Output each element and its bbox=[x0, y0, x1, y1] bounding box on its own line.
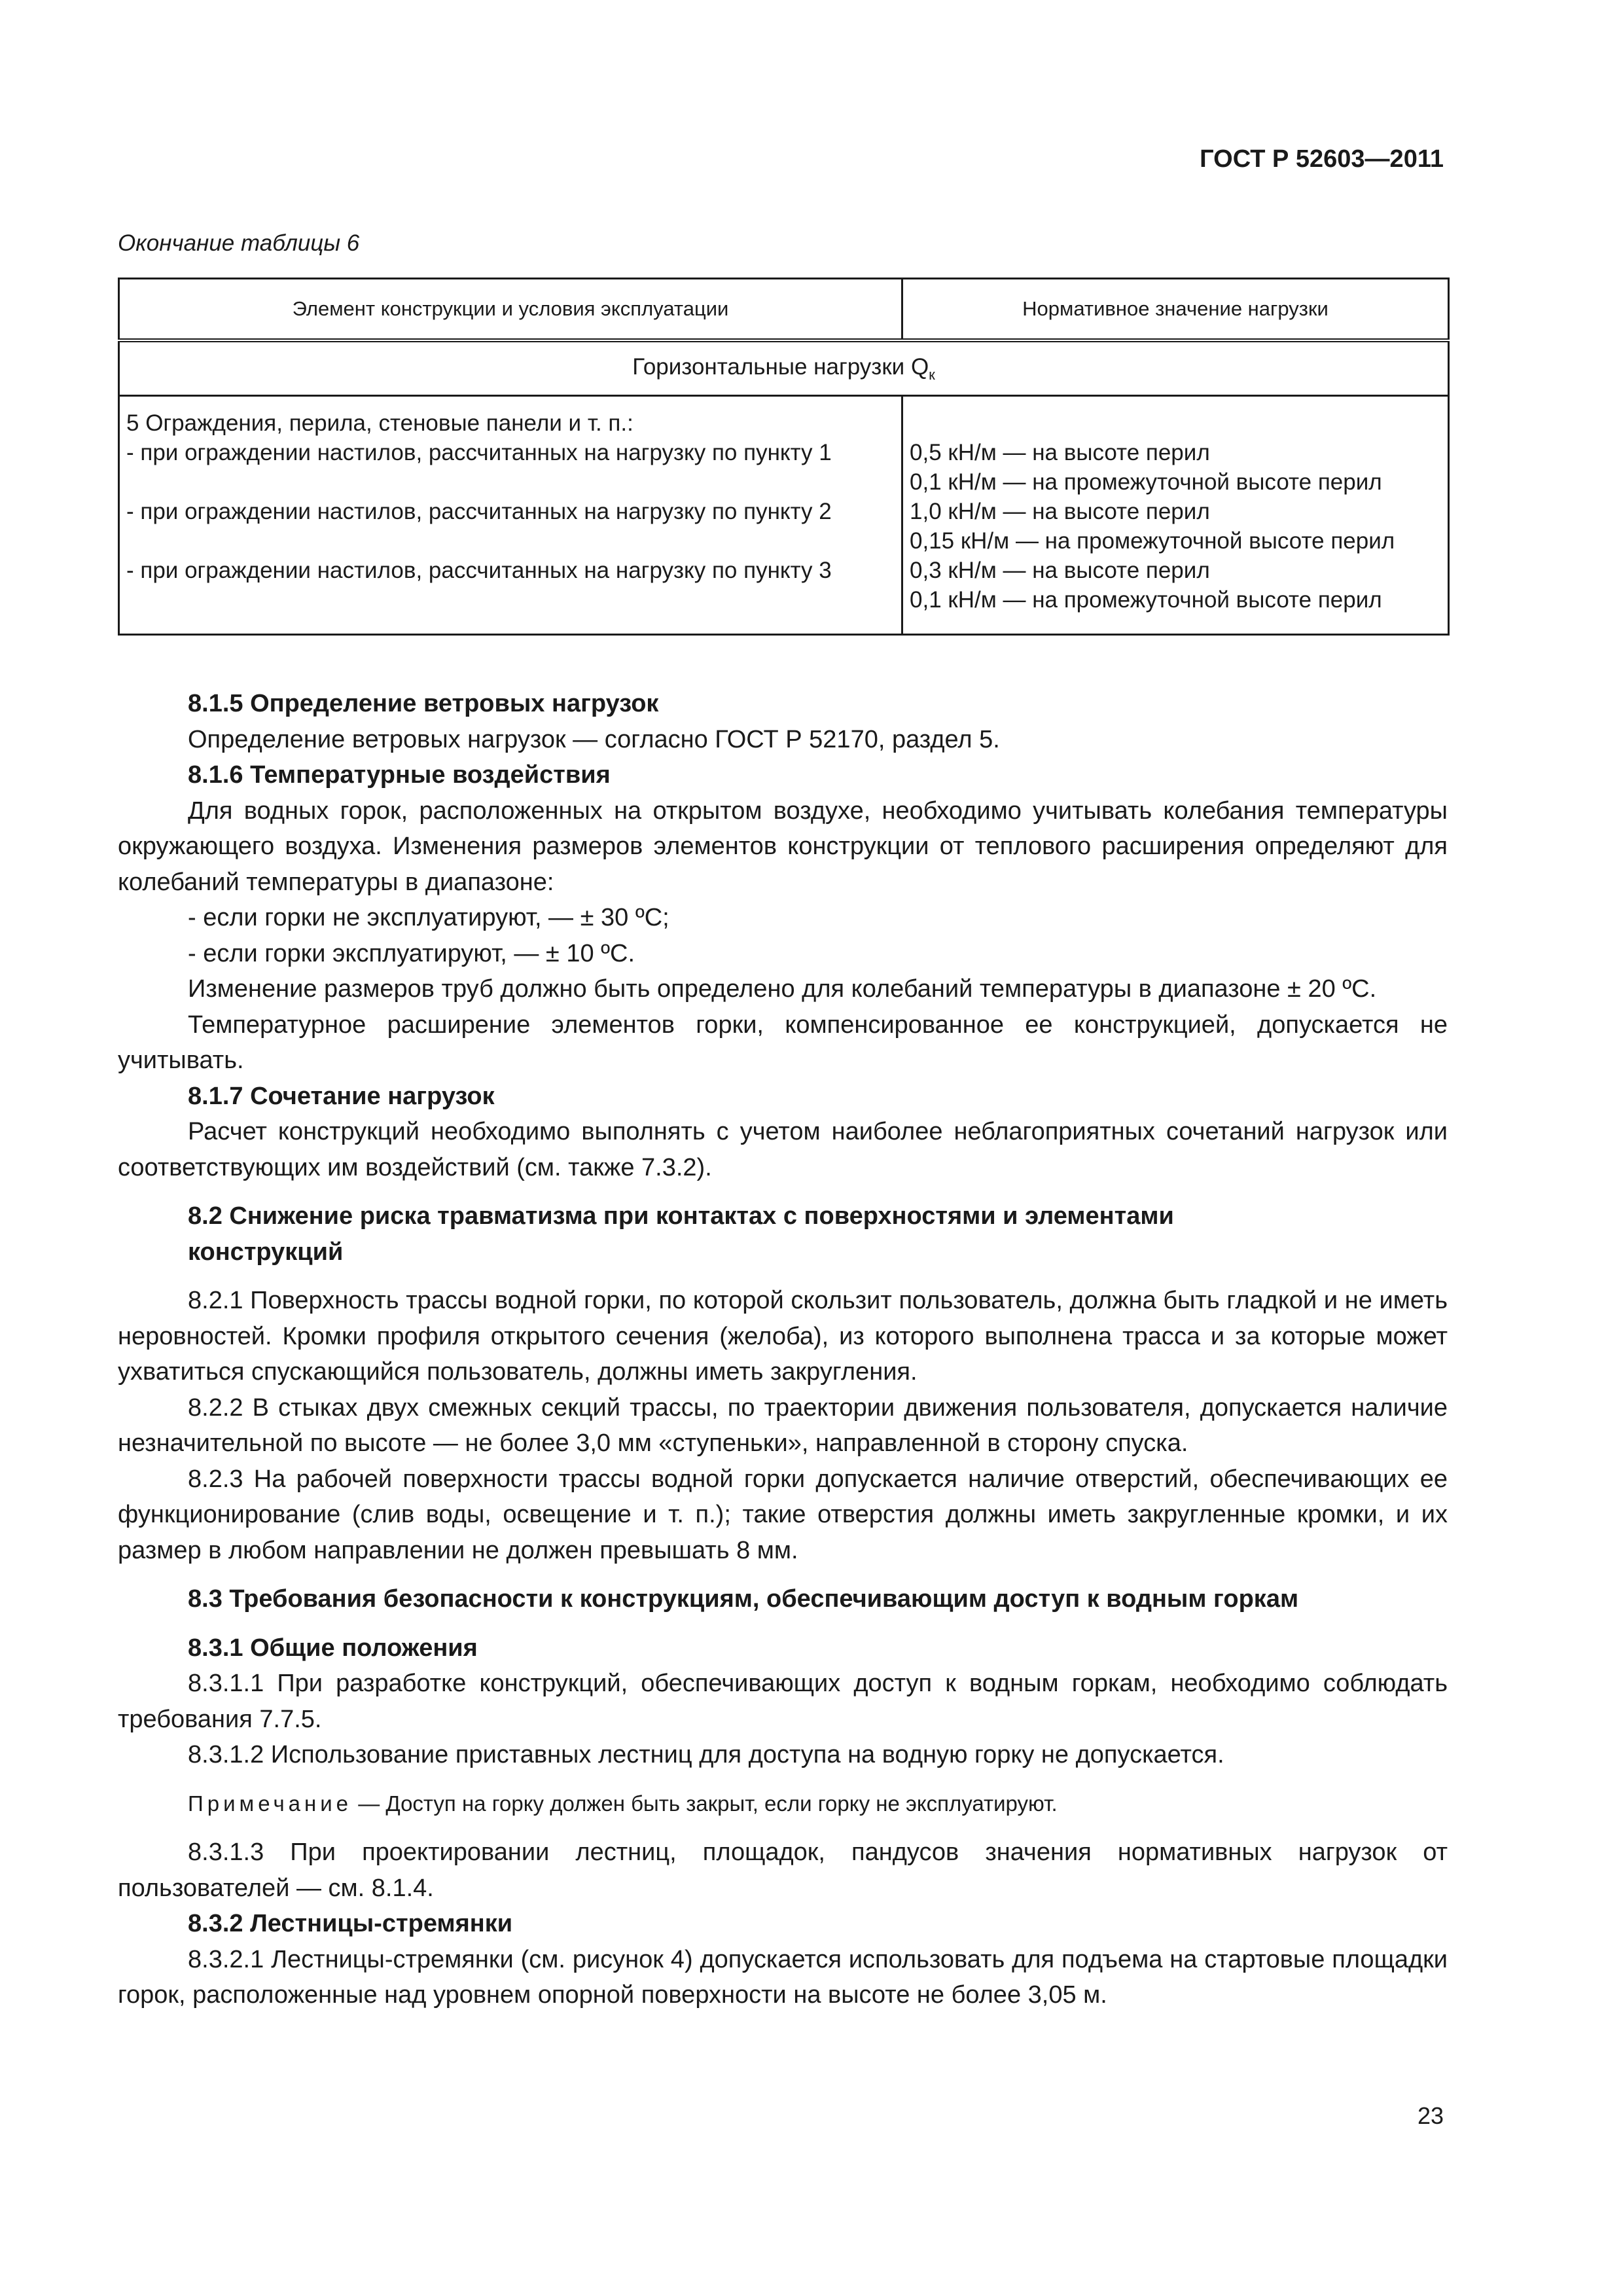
table-line: 5 Ограждения, перила, стеновые панели и т. п.: bbox=[126, 410, 633, 436]
note-text: — Доступ на горку должен быть закрыт, если горку не эксплуатируют. bbox=[358, 1791, 1058, 1816]
table-line: - при ограждении настилов, рассчитанных на нагрузку по пункту 3 bbox=[126, 558, 832, 583]
paragraph: 8.3.2.1 Лестницы-стремянки (см. рисунок 4) допускается использовать для подъема на стартовые площадки горок, расположенные над уровнем опорной поверхности на высоте не более 3,05 м. bbox=[118, 1945, 1448, 2009]
heading-8-1-7: 8.1.7 Сочетание нагрузок bbox=[188, 1082, 495, 1110]
table-line: 0,5 кН/м — на высоте перил bbox=[910, 440, 1210, 465]
heading-8-2-line2: конструкций bbox=[188, 1238, 344, 1266]
loads-table bbox=[118, 278, 1450, 636]
table-line: 0,1 кН/м — на промежуточной высоте перил bbox=[910, 469, 1382, 495]
heading-8-3-2: 8.3.2 Лестницы-стремянки bbox=[188, 1910, 513, 1937]
page-number: 23 bbox=[1417, 2102, 1444, 2129]
column-header-element: Элемент конструкции и условия эксплуатации bbox=[119, 279, 902, 341]
heading-8-2 bbox=[118, 1198, 1448, 1270]
note-label: Примечание bbox=[188, 1791, 353, 1816]
section-subscript: к bbox=[929, 366, 935, 383]
section-title: Горизонтальные нагрузки Q bbox=[632, 353, 929, 380]
table-line bbox=[126, 526, 895, 556]
table-line: 0,3 кН/м — на высоте перил bbox=[910, 558, 1210, 583]
paragraph: Для водных горок, расположенных на открытом воздухе, необходимо учитывать колебания температуры окружающего воздуха. Изменения размеров элементов конструкции от теплового расширения определяют для колебаний температуры в диапазоне: bbox=[118, 797, 1448, 896]
paragraph: Изменение размеров труб должно быть определено для колебаний температуры в диапазоне ± 20 ºС. bbox=[188, 975, 1377, 1003]
paragraph: 8.3.1.2 Использование приставных лестниц для доступа на водную горку не допускается. bbox=[188, 1741, 1224, 1768]
heading-8-3-1: 8.3.1 Общие положения bbox=[188, 1634, 478, 1662]
paragraph: 8.3.1.3 При проектировании лестниц, площадок, пандусов значения нормативных нагрузок от пользователей — см. 8.1.4. bbox=[118, 1839, 1448, 1902]
paragraph: 8.2.2 В стыках двух смежных секций трассы, по траектории движения пользователя, допускается наличие незначительной по высоте — не более 3,0 мм «ступеньки», направленной в сторону спуска. bbox=[118, 1393, 1448, 1457]
paragraph: 8.2.1 Поверхность трассы водной горки, по которой скользит пользователь, должна быть гладкой и не иметь неровностей. Кромки профиля открытого сечения (желоба), из которого выполнена трасса и за которые может ухватиться спускающийся пользователь, должны иметь закругления. bbox=[118, 1287, 1448, 1386]
table-line: 1,0 кН/м — на высоте перил bbox=[910, 499, 1210, 524]
heading-8-1-6: 8.1.6 Температурные воздействия bbox=[188, 761, 611, 789]
table-line: - при ограждении настилов, рассчитанных на нагрузку по пункту 1 bbox=[126, 440, 832, 465]
paragraph: Температурное расширение элементов горки, компенсированное ее конструкцией, допускается не учитывать. bbox=[118, 1011, 1448, 1074]
table-line: 0,1 кН/м — на промежуточной высоте перил bbox=[910, 587, 1382, 613]
heading-8-2-line1: 8.2 Снижение риска травматизма при контактах с поверхностями и элементами bbox=[188, 1202, 1174, 1230]
paragraph: Определение ветровых нагрузок — согласно ГОСТ Р 52170, раздел 5. bbox=[188, 725, 1000, 753]
heading-8-1-5: 8.1.5 Определение ветровых нагрузок bbox=[188, 690, 659, 717]
table-line bbox=[910, 408, 1441, 438]
section-row bbox=[119, 340, 1449, 396]
paragraph: 8.3.1.1 При разработке конструкций, обеспечивающих доступ к водным горкам, необходимо соблюдать требования 7.7.5. bbox=[118, 1670, 1448, 1733]
table-cell-values bbox=[902, 396, 1449, 635]
table-line: 0,15 кН/м — на промежуточной высоте перил bbox=[910, 528, 1395, 554]
table-caption: Окончание таблицы 6 bbox=[118, 230, 360, 256]
table-line bbox=[126, 467, 895, 497]
table-cell-elements bbox=[119, 396, 902, 635]
table-line: - при ограждении настилов, рассчитанных на нагрузку по пункту 2 bbox=[126, 499, 832, 524]
table-line bbox=[126, 585, 895, 615]
list-item: - если горки эксплуатируют, — ± 10 ºС. bbox=[188, 939, 635, 967]
heading-8-3: 8.3 Требования безопасности к конструкциям, обеспечивающим доступ к водным горкам bbox=[188, 1585, 1299, 1613]
list-item: - если горки не эксплуатируют, — ± 30 ºС; bbox=[188, 904, 669, 931]
column-header-value: Нормативное значение нагрузки bbox=[902, 279, 1449, 341]
body-text bbox=[118, 686, 1448, 2013]
note bbox=[118, 1786, 1448, 1822]
paragraph: 8.2.3 На рабочей поверхности трассы водной горки допускается наличие отверстий, обеспечивающих ее функционирование (слив воды, освещение и т. п.); такие отверстия должны иметь закругленные кромки, и их размер в любом направлении не должен превышать 8 мм. bbox=[118, 1465, 1448, 1564]
standard-header: ГОСТ Р 52603—2011 bbox=[1200, 145, 1444, 173]
paragraph: Расчет конструкций необходимо выполнять с учетом наиболее неблагоприятных сочетаний нагрузок или соответствующих им воздействий (см. также 7.3.2). bbox=[118, 1118, 1448, 1181]
